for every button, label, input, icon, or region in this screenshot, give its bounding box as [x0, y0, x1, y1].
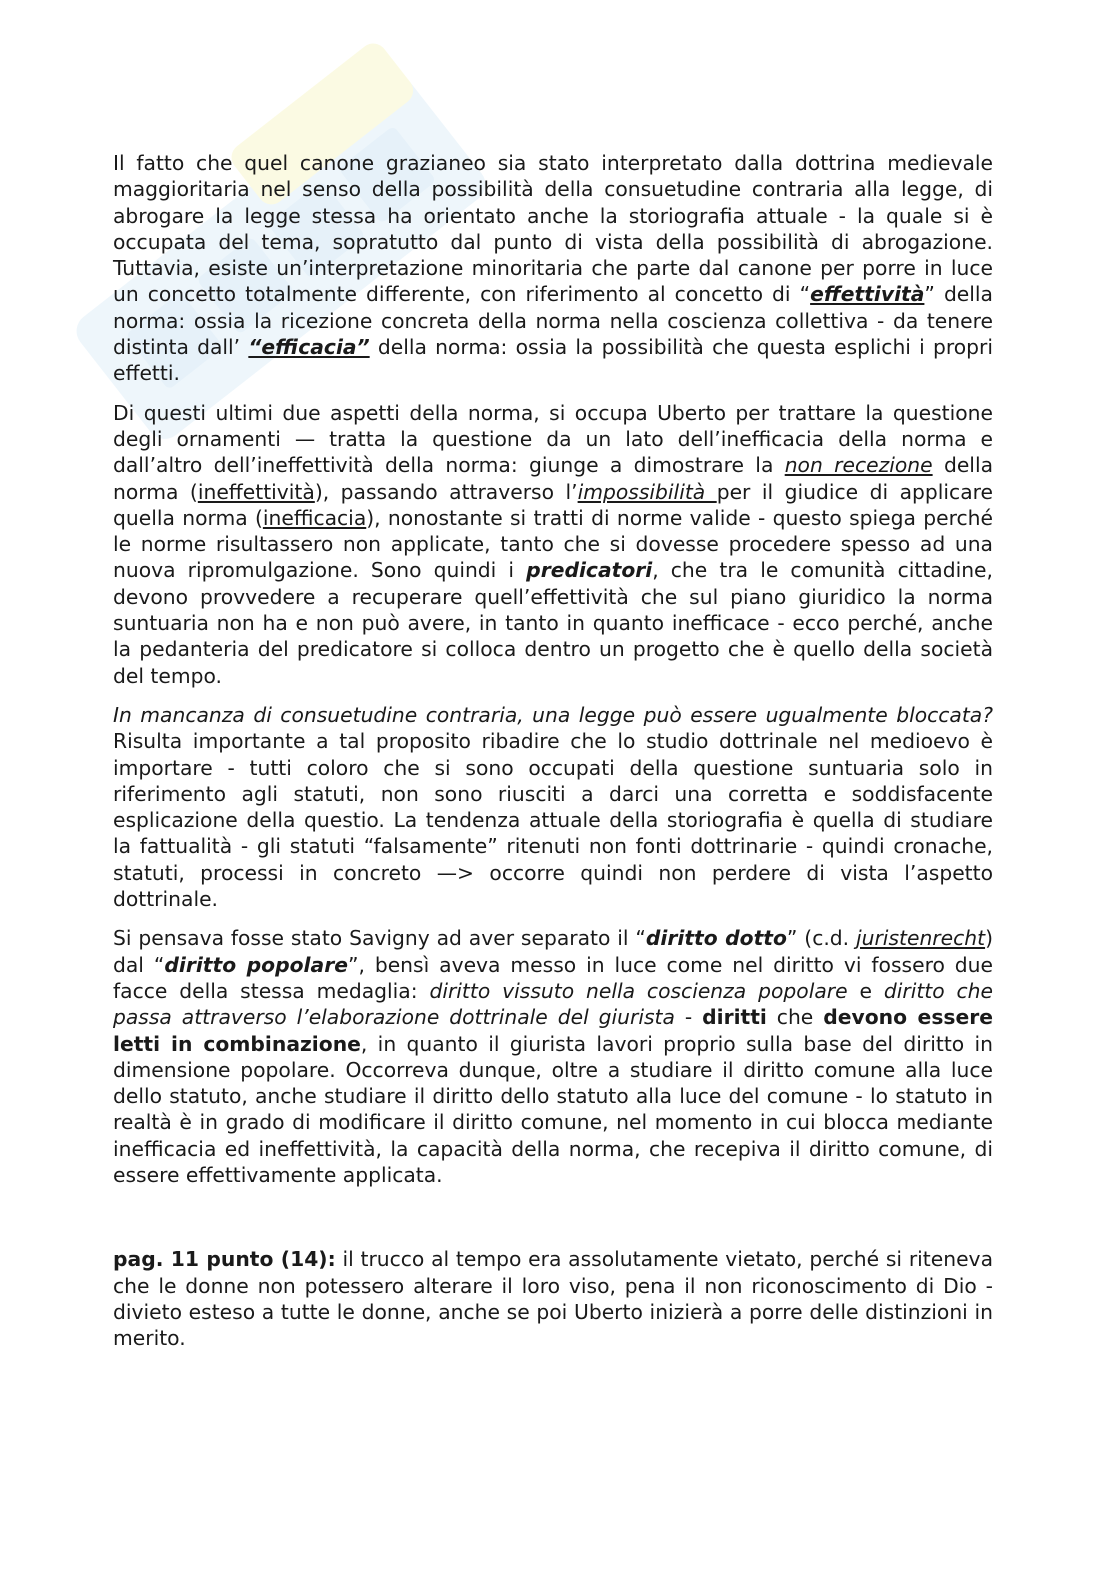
text-run: della norma (: [113, 453, 994, 504]
text-run: Si pensava fosse stato Savigny ad aver separato il “: [113, 926, 646, 951]
paragraph: [113, 702, 993, 912]
emphasis-text: impossibilità: [577, 479, 717, 504]
text-run: Di questi ultimi due aspetti della norma, si occupa Uberto per trattare la questione degli ornamenti — tratta la questione da un lato dell’inefficacia della norma e dall’altro dell’ineffettività della norma: giunge a dimostrare la: [113, 400, 993, 478]
text-run: , che tra le comunità cittadine, devono provvedere a recuperare quell’effettività che sul piano giuridico la norma suntuaria non ha e non può avere, in tanto in quanto inefficace - ecco perché, anche la pedanteria del predicatore si colloca dentro un progetto che è quello della società del tempo.: [113, 558, 993, 688]
text-run: che: [766, 1005, 824, 1030]
text-run: ”, bensì aveva messo in luce come nel diritto vi fossero due facce della stessa medaglia:: [113, 952, 993, 1003]
text-run: ” della norma: ossia la ricezione concreta della norma nella coscienza collettiva - da tenere distinta dall’: [113, 282, 993, 360]
emphasis-text: diritto dotto: [645, 926, 787, 951]
text-run: e: [847, 978, 884, 1003]
emphasis-text: effettività: [810, 282, 925, 307]
emphasis-text: inefficacia: [262, 505, 367, 530]
text-run: , in quanto il giurista lavori proprio sulla base del diritto in dimensione popolare. Occorreva dunque, oltre a studiare il diritto comune alla luce dello statuto, anche studiare il diritto dello statuto alla luce del comune - lo statuto in realtà è in grado di modificare il diritto comune, nel momento in cui blocca mediante inefficacia ed ineffettività, la capacità della norma, che recepiva il diritto comune, di essere effettivamente applicata.: [113, 1031, 993, 1187]
text-run: ), nonostante si tratti di norme valide - questo spiega perché le norme risultassero non applicate, tanto che si dovesse procedere spesso ad una nuova ripromulgazione. Sono quindi i: [113, 505, 993, 583]
text-run: Il fatto che quel canone grazianeo sia stato interpretato dalla dottrina medievale maggioritaria nel senso della possibilità della consuetudine contraria alla legge, di abrogare la legge stessa ha orientato anche la storiografia attuale - la quale si è occupata del tema, sopratutto dal punto di vista della possibilità di abrogazione. Tuttavia, esiste un’interpretazione minoritaria che parte dal canone per porre in luce un concetto totalmente differente, con riferimento al concetto di “: [113, 151, 993, 307]
emphasis-text: ineffettività: [197, 479, 315, 504]
text-run: ” (c.d.: [786, 926, 856, 951]
text-run: ), passando attraverso l’: [314, 479, 578, 504]
note-paragraph: [113, 1246, 993, 1351]
emphasis-text: diritto vissuto nella coscienza popolare: [429, 978, 848, 1003]
emphasis-text: juristenrecht: [855, 926, 986, 951]
text-run: ) dal “: [113, 926, 993, 977]
emphasis-text: non recezione: [784, 453, 933, 478]
emphasis-text: diritto che passa attraverso l’elaborazione dottrinale del giurista: [113, 978, 994, 1030]
paragraph: [113, 925, 993, 1188]
text-run: della norma: ossia la possibilità che questa esplichi i propri effetti.: [113, 335, 993, 386]
text-run: il trucco al tempo era assolutamente vietato, perché si riteneva che le donne non potessero alterare il loro viso, pena il non riconoscimento di Dio - divieto esteso a tutte le donne, anche se poi Uberto inizierà a porre delle distinzioni in merito.: [113, 1247, 993, 1351]
emphasis-text: devono essere letti in combinazione: [113, 1005, 993, 1056]
paragraph: [113, 400, 993, 689]
emphasis-text: predicatori: [526, 558, 653, 583]
paragraph: [113, 150, 993, 387]
emphasis-text: pag. 11 punto (14):: [113, 1247, 336, 1272]
text-run: Risulta importante a tal proposito ribadire che lo studio dottrinale nel medioevo è importare - tutti coloro che si sono occupati della questione suntuaria solo in riferimento agli statuti, non sono riusciti a darci una corretta e soddisfacente esplicazione della questio. La tendenza attuale della storiografia è quella di studiare la fattualità - gli statuti “falsamente” ritenuti non fonti dottrinarie - quindi cronache, statuti, processi in concreto —> occorre quindi non perdere di vista l’aspetto dottrinale.: [113, 729, 993, 912]
document-body: [113, 150, 993, 1364]
emphasis-text: In mancanza di consuetudine contraria, una legge può essere ugualmente bloccata?: [113, 702, 993, 727]
text-run: per il giudice di applicare quella norma (: [113, 479, 993, 530]
emphasis-text: diritto popolare: [164, 952, 348, 977]
emphasis-text: “efficacia”: [248, 335, 370, 360]
text-run: -: [674, 1005, 703, 1030]
emphasis-text: diritti: [702, 1005, 767, 1030]
